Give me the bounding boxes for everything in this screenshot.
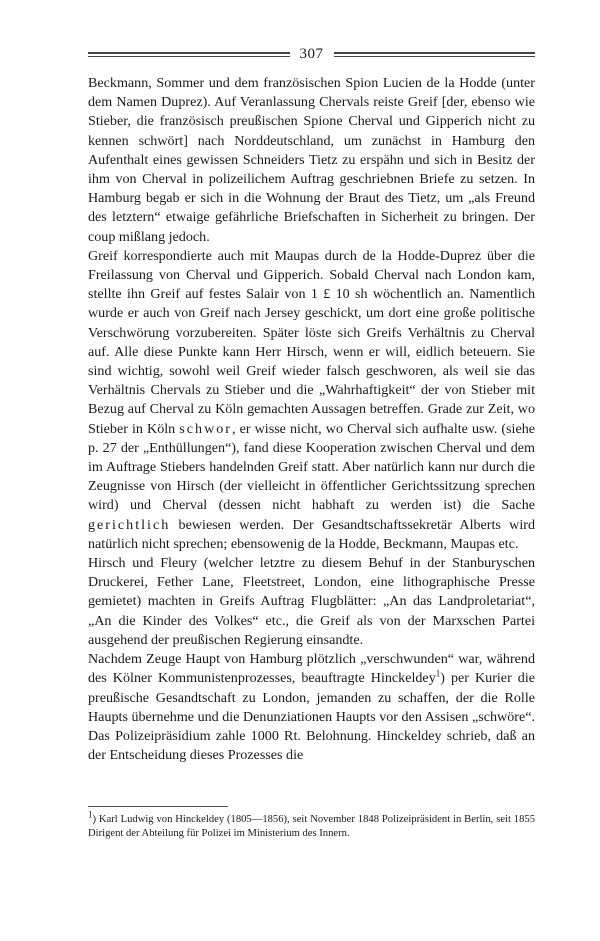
emphasis-schwor: schwor bbox=[179, 420, 233, 437]
paragraph-3 bbox=[88, 554, 535, 650]
footnote-reference: 1 bbox=[435, 668, 441, 679]
paragraph-text: Hirsch und Fleury (welcher letztre zu diesem Behuf in der Stanburyschen Druckerei, Fether Lane, Fleetstreet, London, eine lithographische Presse gemietet) machten in Greifs Auftrag Flugblätter: „An das Landproletariat“, „An die Kinder des Volkes“ etc., die Greif als von der Marxschen Partei ausgehend der preußischen Regierung einsandte. bbox=[88, 555, 535, 648]
paragraph-text: bewiesen werden. Der Gesandtschaftssekretär Alberts wird natürlich nicht sprechen; ebensowenig de la Hodde, Beckmann, Maupas etc. bbox=[88, 516, 535, 552]
paragraph-text: Beckmann, Sommer und dem französischen Spion Lucien de la Hodde (unter dem Namen Duprez). Auf Veranlassung Chervals reiste Greif [der, ebenso wie Stieber, die französisch preußischen Spione Cherval und Gipperich nicht zu kennen schwört] nach Norddeutschland, um zunächst in Hamburg den Aufenthalt eines gewissen Schneiders Tietz zu erspähn und sich in Besitz der ihm von Cherval in polizeilichem Auftrag geschriebnen Briefe zu setzen. In Hamburg begab er sich in die Wohnung der Braut des Tietz, um „als Freund des letztern“ etwaige gefährliche Briefschaften in Sicherheit zu bringen. Der coup mißlang jedoch. bbox=[88, 75, 535, 245]
paragraph-text: Greif korrespondierte auch mit Maupas durch de la Hodde-Duprez über die Freilassung von Cherval und Gipperich. Sobald Cherval nach London kam, stellte ihn Greif auf festes Salair von 1 £ 10 sh wöchentlich an. Namentlich wurde er auch von Greif nach Jersey geschickt, um dort eine große politische Verschwörung vorzubereiten. Später löste sich Greifs Verhältnis zu Cherval auf. Alle diese Punkte kann Herr Hirsch, wenn er will, eidlich beteuern. Sie sind wichtig, sowohl weil Greif wieder falsch geschworen, als weil sie das Verhältnis Chervals zu Stieber und die „Wahrhaftigkeit“ der von Stieber mit Bezug auf Cherval zu Köln gemachten Aussagen betreffen. Grade zur Zeit, wo Stieber in Köln bbox=[88, 247, 535, 437]
paragraph-2 bbox=[88, 247, 535, 554]
paragraph-text: Nachdem Zeuge Haupt von Hamburg plötzlich „verschwunden“ war, während des Kölner Kommunistenprozesses, beauftragte Hinckeldey bbox=[88, 651, 535, 687]
paragraph-text: ) per Kurier die preußische Gesandtschaft zu London, jemanden zu schaffen, der die Rolle Haupts übernehme und die Denunziationen Haupts vor den Assisen „schwöre“. Das Polizeipräsidium zahle 1000 Rt. Belohnung. Hinckeldey schrieb, daß an der Entscheidung dieses Prozesses die bbox=[88, 670, 535, 764]
page-header bbox=[88, 44, 535, 64]
paragraph-text: , er wisse nicht, wo Cherval sich aufhalte usw. (siehe p. 27 der „Enthüllungen“), fand diese Kooperation zwischen Cherval und dem im Auftrage Stiebers handelnden Greif statt. Aber natürlich kann nur durch die Zeugnisse von Hirsch (der vielleicht in öffentlicher Gerichtssitzung sprechen wird) und Cherval (dessen nicht habhaft zu werden ist) die Sache bbox=[88, 420, 536, 514]
footnote bbox=[88, 809, 535, 841]
footnote-text: ) Karl Ludwig von Hinckeldey (1805—1856), seit November 1848 Polizeipräsident in Berlin, seit 1855 Dirigent der Abteilung für Polizei im Ministerium des Innern. bbox=[88, 814, 535, 840]
footnote-marker: 1 bbox=[88, 809, 93, 820]
paragraph-1 bbox=[88, 74, 535, 247]
page-number: 307 bbox=[299, 45, 324, 62]
footnote-divider bbox=[88, 806, 228, 807]
paragraph-4 bbox=[88, 650, 535, 765]
header-rule-right bbox=[334, 52, 536, 57]
emphasis-gerichtlich: gerichtlich bbox=[88, 516, 171, 533]
main-text bbox=[88, 74, 535, 765]
header-rule-left bbox=[88, 52, 290, 57]
